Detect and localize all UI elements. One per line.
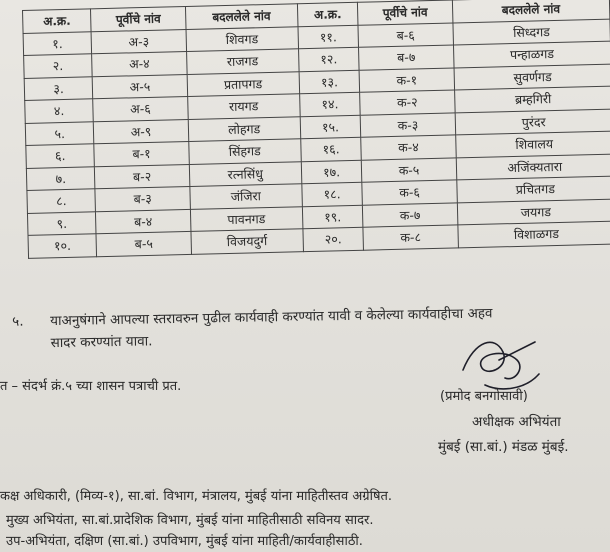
cell-old-name: ब-६ <box>358 22 453 47</box>
cell-new-name: प्रतापगड <box>187 71 300 96</box>
cell-serial: १९. <box>302 205 363 229</box>
paragraph-number: ५. <box>12 313 24 330</box>
cell-old-name: ब-३ <box>95 186 190 211</box>
col-header-old-name-2: पूर्वीचे नांव <box>358 0 453 25</box>
cell-new-name: सुवर्णगड <box>454 64 610 90</box>
cell-new-name: रायगड <box>187 94 300 119</box>
cell-new-name: सिध्दगड <box>453 19 610 45</box>
cell-serial: २०. <box>303 227 364 251</box>
col-header-new-name-2: बदललेले नांव <box>452 0 610 22</box>
cell-new-name: पन्हाळगड <box>453 41 610 67</box>
paragraph-line-1: याअनुषंगाने आपल्या स्तरावरुन पुढील कार्यवाही करण्यांत यावी व केलेल्या कार्यवाहीचा अहव <box>50 305 493 330</box>
cell-old-name: क-५ <box>362 157 457 182</box>
cell-serial: ४. <box>25 99 94 123</box>
distribution-item: कक्ष अधिकारी, (मिव्य-१), सा.बां. विभाग, मंत्रालय, मुंबई यांना माहितीस्तव अग्रेषित. <box>0 489 393 504</box>
cell-old-name: क-६ <box>362 180 457 205</box>
cell-old-name: ब-२ <box>95 164 190 189</box>
cell-serial: २. <box>24 54 93 78</box>
distribution-item: मुख्य अभियंता, सा.बां.प्रादेशिक विभाग, मुंबई यांना माहितीसाठी सविनय सादर. <box>6 513 374 528</box>
cell-new-name: शिवालय <box>455 131 610 157</box>
cell-old-name: क-१ <box>359 67 454 92</box>
cell-new-name: प्रचितगड <box>456 176 610 202</box>
cell-old-name: ब-१ <box>94 141 189 166</box>
cell-new-name: पावनगड <box>190 206 303 231</box>
cell-new-name: अजिंक्यतारा <box>456 154 610 180</box>
cell-serial: ३. <box>24 76 93 100</box>
copy-reference-line: त – संदर्भ क्रं.५ च्या शासन पत्राची प्रत. <box>0 379 182 394</box>
cell-new-name: विशाळगड <box>458 221 610 247</box>
cell-new-name: जंजिरा <box>190 184 303 209</box>
col-header-serial-2: अ.क्र. <box>297 2 358 26</box>
cell-old-name: अ-४ <box>92 52 187 77</box>
cell-new-name: सिंहगड <box>188 139 301 164</box>
cell-serial: ११. <box>298 25 359 49</box>
cell-serial: १६. <box>301 137 362 161</box>
distribution-item: उप-अभियंता, दक्षिण (सा.बां.) उपविभाग, मुंबई यांना माहिती/कार्यवाहीसाठी. <box>6 534 363 549</box>
cell-old-name: ब-५ <box>96 231 191 256</box>
cell-old-name: क-४ <box>361 135 456 160</box>
cell-serial: १३. <box>299 70 360 94</box>
instruction-paragraph <box>0 297 610 352</box>
col-header-serial: अ.क्र. <box>23 9 92 33</box>
cell-serial: १०. <box>28 234 97 258</box>
cell-serial: ९. <box>27 211 96 235</box>
cell-old-name: क-८ <box>363 225 458 250</box>
cell-new-name: लोहगड <box>188 116 301 141</box>
cell-old-name: क-७ <box>363 202 458 227</box>
cell-serial: ६. <box>26 144 95 168</box>
signer-designation: अधीक्षक अभियंता <box>472 414 561 430</box>
cell-old-name: ब-४ <box>96 209 191 234</box>
fort-rename-table <box>22 0 610 258</box>
cell-old-name: क-३ <box>361 112 456 137</box>
cell-new-name: पुरंदर <box>455 109 610 135</box>
cell-old-name: अ-६ <box>93 96 188 121</box>
cell-serial: १५. <box>300 115 361 139</box>
cell-serial: १२. <box>298 47 359 71</box>
cell-serial: ८. <box>27 189 96 213</box>
cell-old-name: अ-५ <box>93 74 188 99</box>
cell-old-name: अ-३ <box>91 29 186 54</box>
cell-new-name: रत्नसिंधु <box>189 161 302 186</box>
cell-serial: १७. <box>301 160 362 184</box>
col-header-old-name: पूर्वीचे नांव <box>91 7 186 32</box>
cell-serial: १. <box>23 31 92 55</box>
cell-new-name: जयगड <box>457 199 610 225</box>
col-header-new-name: बदललेले नांव <box>185 4 298 29</box>
cell-serial: ५. <box>25 121 94 145</box>
signer-name: (प्रमोद बनगोसावी) <box>440 389 528 404</box>
signer-office: मुंबई (सा.बां.) मंडळ मुंबई. <box>438 439 569 455</box>
paragraph-line-2: सादर करण्यांत यावा. <box>50 333 153 352</box>
cell-old-name: अ-९ <box>94 119 189 144</box>
cell-serial: ७. <box>26 166 95 190</box>
cell-new-name: शिवगड <box>186 26 299 51</box>
cell-serial: १८. <box>302 182 363 206</box>
cell-new-name: विजयदुर्ग <box>191 229 304 254</box>
cell-new-name: ब्रम्हगिरी <box>454 86 610 112</box>
cell-new-name: राजगड <box>186 49 299 74</box>
cell-old-name: क-२ <box>360 90 455 115</box>
cell-serial: १४. <box>299 92 360 116</box>
cell-old-name: ब-७ <box>359 45 454 70</box>
